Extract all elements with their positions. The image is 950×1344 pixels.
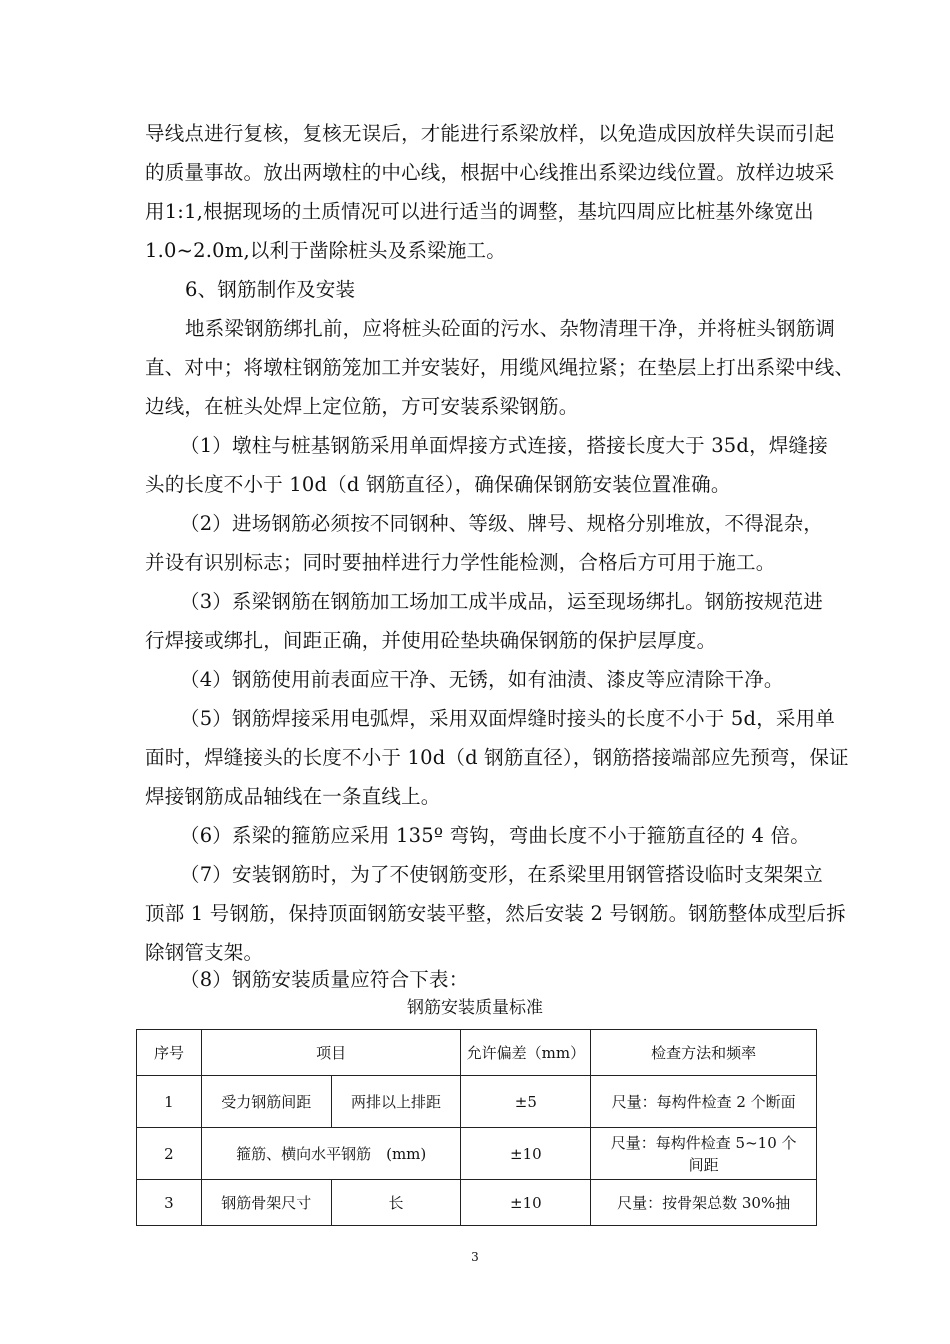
paragraph-line: 地系梁钢筋绑扎前，应将桩头砼面的污水、杂物清理干净，并将桩头钢筋调 <box>185 317 836 340</box>
list-item-line: 头的长度不小于 10d（d 钢筋直径），确保确保钢筋安装位置准确。 <box>145 473 731 496</box>
table-caption: 钢筋安装质量标准 <box>407 998 543 1018</box>
list-item-line: 行焊接或绑扎，间距正确，并使用砼垫块确保钢筋的保护层厚度。 <box>145 629 717 652</box>
table-cell: ±5 <box>461 1076 591 1128</box>
list-item-line: （1）墩柱与桩基钢筋采用单面焊接方式连接，搭接长度大于 35d，焊缝接 <box>180 434 828 457</box>
list-item-line: （5）钢筋焊接采用电弧焊，采用双面焊缝时接头的长度不小于 5d，采用单 <box>180 707 835 730</box>
list-item-line: （3）系梁钢筋在钢筋加工场加工成半成品，运至现场绑扎。钢筋按规范进 <box>180 590 824 613</box>
table-cell: 箍筋、横向水平钢筋 (mm) <box>201 1128 461 1180</box>
list-item-line: （8）钢筋安装质量应符合下表： <box>180 968 469 991</box>
list-item-line: 顶部 1 号钢筋，保持顶面钢筋安装平整，然后安装 2 号钢筋。钢筋整体成型后拆 <box>145 902 846 925</box>
table-row <box>137 1128 817 1180</box>
page-number: 3 <box>471 1250 479 1264</box>
paragraph-line: 导线点进行复核，复核无误后，才能进行系梁放样，以免造成因放样失误而引起 <box>145 122 835 145</box>
table-cell: 受力钢筋间距 <box>201 1076 331 1128</box>
table-cell: 2 <box>137 1128 202 1180</box>
list-item-line: 面时，焊缝接头的长度不小于 10d（d 钢筋直径），钢筋搭接端部应先预弯，保证 <box>145 746 849 769</box>
table-cell: ±10 <box>461 1128 591 1180</box>
table-header-row <box>137 1030 817 1076</box>
paragraph-line: 的质量事故。放出两墩柱的中心线，根据中心线推出系梁边线位置。放样边坡采 <box>145 161 835 184</box>
list-item-line: （6）系梁的箍筋应采用 135º 弯钩，弯曲长度不小于箍筋直径的 4 倍。 <box>180 824 810 847</box>
table-cell: 两排以上排距 <box>331 1076 461 1128</box>
table-cell: 3 <box>137 1180 202 1226</box>
quality-standard-table <box>136 1029 817 1226</box>
table-cell: ±10 <box>461 1180 591 1226</box>
table-row <box>137 1076 817 1128</box>
paragraph-line: 直、对中；将墩柱钢筋笼加工并安装好，用缆风绳拉紧；在垫层上打出系梁中线、 <box>145 356 855 379</box>
table-cell: 长 <box>331 1180 461 1226</box>
table-cell: 钢筋骨架尺寸 <box>201 1180 331 1226</box>
list-item-line: 除钢管支架。 <box>145 941 264 964</box>
table-cell: 尺量：每构件检查 5~10 个间距 <box>591 1128 817 1180</box>
list-item-line: （2）进场钢筋必须按不同钢种、等级、牌号、规格分别堆放，不得混杂， <box>180 512 824 535</box>
header-cell: 检查方法和频率 <box>591 1030 817 1076</box>
table-cell: 1 <box>137 1076 202 1128</box>
table-row <box>137 1180 817 1226</box>
paragraph-line: 边线，在桩头处焊上定位筋，方可安装系梁钢筋。 <box>145 395 579 418</box>
list-item-line: 并设有识别标志；同时要抽样进行力学性能检测，合格后方可用于施工。 <box>145 551 776 574</box>
header-cell: 项目 <box>201 1030 461 1076</box>
header-cell: 允许偏差（mm） <box>461 1030 591 1076</box>
section-heading: 6、钢筋制作及安装 <box>185 278 356 301</box>
list-item-line: 焊接钢筋成品轴线在一条直线上。 <box>145 785 441 808</box>
table-cell: 尺量：按骨架总数 30%抽 <box>591 1180 817 1226</box>
list-item-line: （7）安装钢筋时，为了不使钢筋变形，在系梁里用钢管搭设临时支架架立 <box>180 863 824 886</box>
table-cell: 尺量：每构件检查 2 个断面 <box>591 1076 817 1128</box>
list-item-line: （4）钢筋使用前表面应干净、无锈，如有油渍、漆皮等应清除干净。 <box>180 668 784 691</box>
paragraph-line: 用1:1,根据现场的土质情况可以进行适当的调整，基坑四周应比桩基外缘宽出 <box>145 200 814 223</box>
paragraph-line: 1.0~2.0m,以利于凿除桩头及系梁施工。 <box>145 239 506 262</box>
header-cell: 序号 <box>137 1030 202 1076</box>
